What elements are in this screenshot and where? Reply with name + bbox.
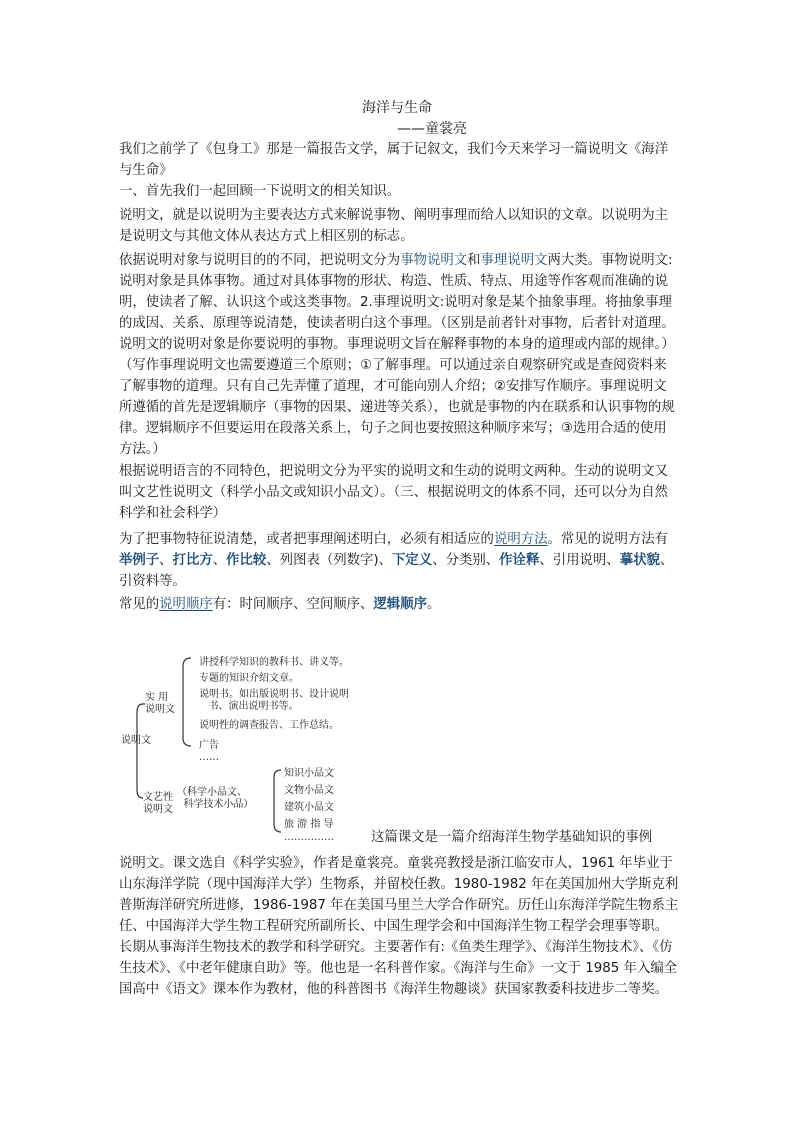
- text-run: 有：时间顺序、空间顺序、: [212, 597, 374, 612]
- text-run: 、: [159, 553, 173, 568]
- term-explanation-order: 说明顺序: [159, 597, 213, 612]
- diagram-item: 广告 ……: [199, 740, 219, 763]
- term-explanation-method: 说明方法: [493, 532, 548, 547]
- term-thing-expository: 事物说明文: [400, 253, 468, 268]
- text-run: 。常见的说明方法有: [547, 532, 669, 547]
- method-comparison: 作比较: [226, 553, 267, 568]
- text-run: 、列图表（列数字)、: [266, 553, 393, 568]
- intro-paragraph: 我们之前学了《包身工》那是一篇报告文学，属于记叙文，我们今天来学习一篇说明文《海洋与生命》: [119, 142, 669, 178]
- diagram-branch-literary: 文艺性 说明文: [143, 792, 173, 815]
- diagram-item: 专题的知识介绍文章。: [199, 673, 299, 684]
- text-run: 。: [426, 597, 441, 612]
- text-run: 和: [467, 253, 481, 268]
- classification-diagram: [119, 652, 369, 842]
- definition-paragraph: 说明文，就是以说明为主要表达方式来解说事物、阐明事理而给人以知识的文章。以说明为主是说明文与其他文体从表达方式上相区别的标志。: [119, 208, 669, 244]
- method-example: 举例子: [119, 553, 160, 568]
- method-analogy: 打比方: [172, 553, 213, 568]
- text-run: 、引用说明、: [539, 553, 620, 568]
- text-run: 为了把事物特征说清楚，或者把事理阐述明白，必须有相适应的: [119, 532, 494, 547]
- diagram-item: ……………: [284, 832, 334, 843]
- diagram-item: 讲授科学知识的教科书、讲义等。: [199, 657, 349, 668]
- branch1-bracket: [183, 658, 191, 746]
- method-definition: 下定义: [392, 553, 433, 568]
- document-author: ——童裳亮: [397, 121, 467, 137]
- author-bio-paragraph: 说明文。课文选自《科学实验》，作者是童裳亮。童裳亮教授是浙江临安市人，1961 年毕业于山东海洋学院（现中国海洋大学）生物系，并留校任教。1980-1982 年在美国加州大学斯克利普斯海洋研究所进修，1986-1987 年在美国马里兰大学合作研究。历任山东海洋学院生物系主任、中国海洋大学生物工程研究所副所长、中国生理学会和中国海洋生物工程学会理事等职。长期从事海洋生物技术的教学和科学研究。主要著作有:《鱼类生理学》、《海洋生物技术》、《仿生技术》、《中老年健康自助》等。他也是一名科普作家。《海洋与生命》一文于 1985 年入编全国高中《语文》课本作为教材，他的科普图书《海洋生物趣谈》获国家教委科技进步二等奖。: [119, 856, 679, 997]
- document-title: 海洋与生命: [362, 100, 432, 116]
- method-interpretation: 作诠释: [499, 553, 540, 568]
- diagram-root: 说明文: [121, 735, 151, 746]
- text-run: 依据说明对象与说明目的的不同，把说明文分为: [119, 253, 401, 268]
- text-run: 、分类别、: [432, 553, 500, 568]
- diagram-branch-practical: 实 用 说明文: [145, 692, 175, 715]
- order-paragraph: [119, 594, 679, 615]
- term-reason-expository: 事理说明文: [480, 253, 548, 268]
- text-run: 常见的: [119, 597, 160, 612]
- diagram-item: 建筑小品文: [284, 802, 334, 813]
- term-logical-order: 逻辑顺序: [373, 597, 427, 612]
- diagram-item: 说明性的调查报告、工作总结。: [199, 720, 339, 731]
- language-style-paragraph: 根据说明语言的不同特色，把说明文分为平实的说明文和生动的说明文两种。生动的说明文又叫文艺性说明文（科学小品文或知识小品文）。（三、根据说明文的体系不同，还可以分为自然科学和社会科学）: [119, 464, 669, 521]
- diagram-branch-note: （科学小品文、 科学技术小品）: [177, 787, 254, 810]
- text-run: 、引资料等。: [119, 553, 674, 589]
- diagram-item: 知识小品文: [284, 768, 334, 779]
- classification-paragraph: [119, 250, 679, 460]
- diagram-item: 说明书。如出版说明书、设计说明 书、演出说明书等。: [199, 689, 349, 712]
- section-heading-review: 一、首先我们一起回顾一下说明文的相关知识。: [119, 184, 401, 199]
- diagram-item: 文物小品文: [284, 785, 334, 796]
- root-bracket: [137, 704, 143, 798]
- branch2-bracket: [274, 770, 281, 832]
- methods-paragraph: [119, 529, 679, 592]
- diagram-caption: 这篇课文是一篇介绍海洋生物学基础知识的事例: [371, 830, 653, 845]
- text-run: 、: [212, 553, 227, 568]
- diagram-item: 旅 游 指 导: [284, 819, 334, 830]
- method-description: 摹状貌: [619, 553, 660, 568]
- text-run: 两大类。事物说明文:说明对象是具体事物。通过对具体事物的形状、构造、性质、特点、用途等作客观而准确的说明，使读者了解、认识这个或这类事物。2.事理说明文:说明对象是某个抽象事理。将抽象事理的成因、关系、原理等说清楚，使读者明白这个事理。（区别是前者针对事物，后者针对道理。说明文的说明对象是你要说明的事物。事理说明文旨在解释事物的本身的道理或内部的规律。）（写作事理说明文也需要遵道三个原则；①了解事理。可以通过亲自观察研究或是查阅资料来了解事物的道理。只有自己先弄懂了道理，才可能向别人介绍；②安排写作顺序。事理说明文所遵循的首先是逻辑顺序（事物的因果、递进等关系），也就是事物的内在联系和认识事物的规律。逻辑顺序不但要运用在段落关系上，句子之间也要按照这种顺序来写；③选用合适的使用方法。）: [119, 253, 675, 457]
